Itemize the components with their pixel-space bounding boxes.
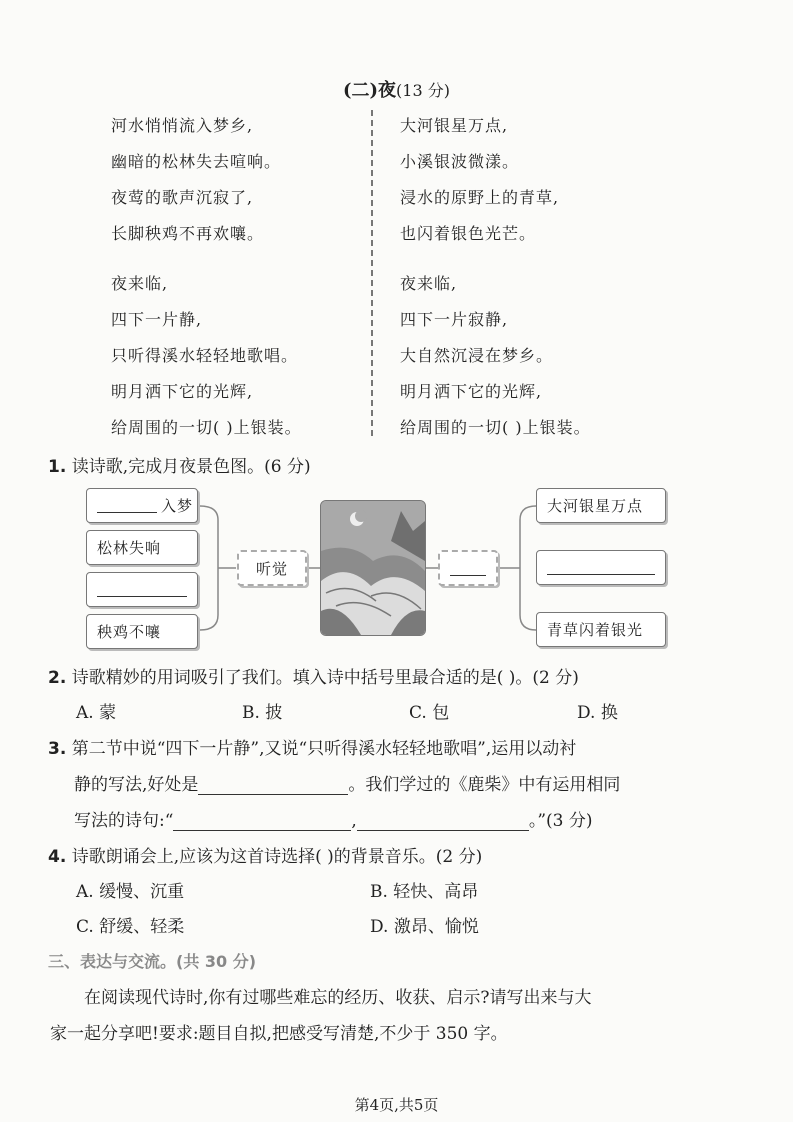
question-3-line-3 xyxy=(74,806,593,831)
question-number: 3. xyxy=(48,739,67,759)
box-label: 秧鸡不嚷 xyxy=(97,623,162,641)
poem-line: 给周围的一切( )上银装。 xyxy=(111,418,302,437)
right-box-2[interactable] xyxy=(536,550,666,585)
sense-box-blank[interactable] xyxy=(438,550,498,586)
section-3-heading: 三、表达与交流。(共 30 分) xyxy=(48,952,257,971)
box-label: 松林失响 xyxy=(97,539,162,557)
question-2 xyxy=(48,663,579,688)
question-text: 诗歌精妙的用词吸引了我们。填入诗中括号里最合适的是( )。(2 分) xyxy=(71,668,579,688)
section-title-label: (二)夜 xyxy=(343,80,397,101)
question-4 xyxy=(48,842,482,867)
answer-blank[interactable] xyxy=(97,582,187,597)
question-text: 诗歌朗诵会上,应该为这首诗选择( )的背景音乐。(2 分) xyxy=(71,847,483,867)
question-number: 1. xyxy=(48,457,67,477)
box-label: 大河银星万点 xyxy=(547,497,644,515)
poem-line: 河水悄悄流入梦乡, xyxy=(111,116,254,135)
poem-line: 夜来临, xyxy=(111,274,169,293)
poem-line: 四下一片静, xyxy=(111,310,203,329)
right-box-1 xyxy=(536,488,666,523)
option-b[interactable]: B. 轻快、高昂 xyxy=(370,882,479,902)
essay-prompt-line-1: 在阅读现代诗时,你有过哪些难忘的经历、收获、启示?请写出来与大 xyxy=(84,988,592,1008)
poem-line: 夜莺的歌声沉寂了, xyxy=(111,188,254,207)
poem-line: 只听得溪水轻轻地歌唱。 xyxy=(111,346,299,365)
answer-blank[interactable] xyxy=(547,560,655,575)
option-d[interactable]: D. 换 xyxy=(577,703,618,723)
poem-line: 大自然沉浸在梦乡。 xyxy=(400,346,554,365)
option-c[interactable]: C. 舒缓、轻柔 xyxy=(76,917,185,937)
question-number: 4. xyxy=(48,847,67,867)
box-label: 入梦 xyxy=(161,497,194,515)
answer-blank[interactable] xyxy=(198,776,348,795)
poem-line: 浸水的原野上的青草, xyxy=(400,188,560,207)
box-label: 听觉 xyxy=(255,559,288,578)
poem-line: 小溪银波微漾。 xyxy=(400,152,520,171)
option-d[interactable]: D. 激昂、愉悦 xyxy=(370,917,479,937)
poem-line: 长脚秧鸡不再欢嚷。 xyxy=(111,224,265,243)
left-box-3[interactable] xyxy=(86,572,198,607)
question-number: 2. xyxy=(48,668,67,688)
moon-river-illustration xyxy=(321,501,425,635)
question-text: 。我们学过的《鹿柴》中有运用相同 xyxy=(348,775,621,795)
question-text: 静的写法,好处是 xyxy=(74,775,199,795)
poem-line: 大河银星万点, xyxy=(400,116,509,135)
answer-blank[interactable] xyxy=(173,812,351,831)
option-a[interactable]: A. 缓慢、沉重 xyxy=(76,882,185,902)
night-scene-image xyxy=(320,500,426,636)
poem-line: 给周围的一切( )上银装。 xyxy=(400,418,591,437)
answer-blank[interactable] xyxy=(97,498,157,513)
option-b[interactable]: B. 披 xyxy=(242,703,283,723)
poem-line: 幽暗的松林失去喧响。 xyxy=(111,152,282,171)
poem-line: 明月洒下它的光辉, xyxy=(400,382,543,401)
answer-blank[interactable] xyxy=(357,812,529,831)
left-box-2 xyxy=(86,530,198,565)
poem-line: 四下一片寂静, xyxy=(400,310,509,329)
question-text: 读诗歌,完成月夜景色图。(6 分) xyxy=(71,457,311,477)
question-text: , xyxy=(351,811,357,831)
poem-line: 明月洒下它的光辉, xyxy=(111,382,254,401)
box-label: 青草闪着银光 xyxy=(547,621,644,639)
section-title-score: (13 分) xyxy=(396,81,450,100)
page-footer: 第4页,共5页 xyxy=(354,1096,439,1114)
question-text: 第二节中说“四下一片静”,又说“只听得溪水轻轻地歌唱”,运用以动衬 xyxy=(71,739,577,759)
left-box-1[interactable] xyxy=(86,488,198,523)
question-3-line-2 xyxy=(74,770,620,795)
sense-box-hearing xyxy=(237,550,307,586)
essay-prompt-line-2: 家一起分享吧!要求:题目自拟,把感受写清楚,不少于 350 字。 xyxy=(50,1024,508,1044)
left-box-4 xyxy=(86,614,198,649)
option-a[interactable]: A. 蒙 xyxy=(76,703,117,723)
question-text: 写法的诗句:“ xyxy=(74,811,174,831)
answer-blank[interactable] xyxy=(450,561,486,576)
question-text: 。”(3 分) xyxy=(528,811,593,831)
question-3 xyxy=(48,734,576,759)
right-box-3 xyxy=(536,612,666,647)
poem-line: 也闪着银色光芒。 xyxy=(400,224,537,243)
option-c[interactable]: C. 包 xyxy=(409,703,450,723)
poem-line: 夜来临, xyxy=(400,274,458,293)
